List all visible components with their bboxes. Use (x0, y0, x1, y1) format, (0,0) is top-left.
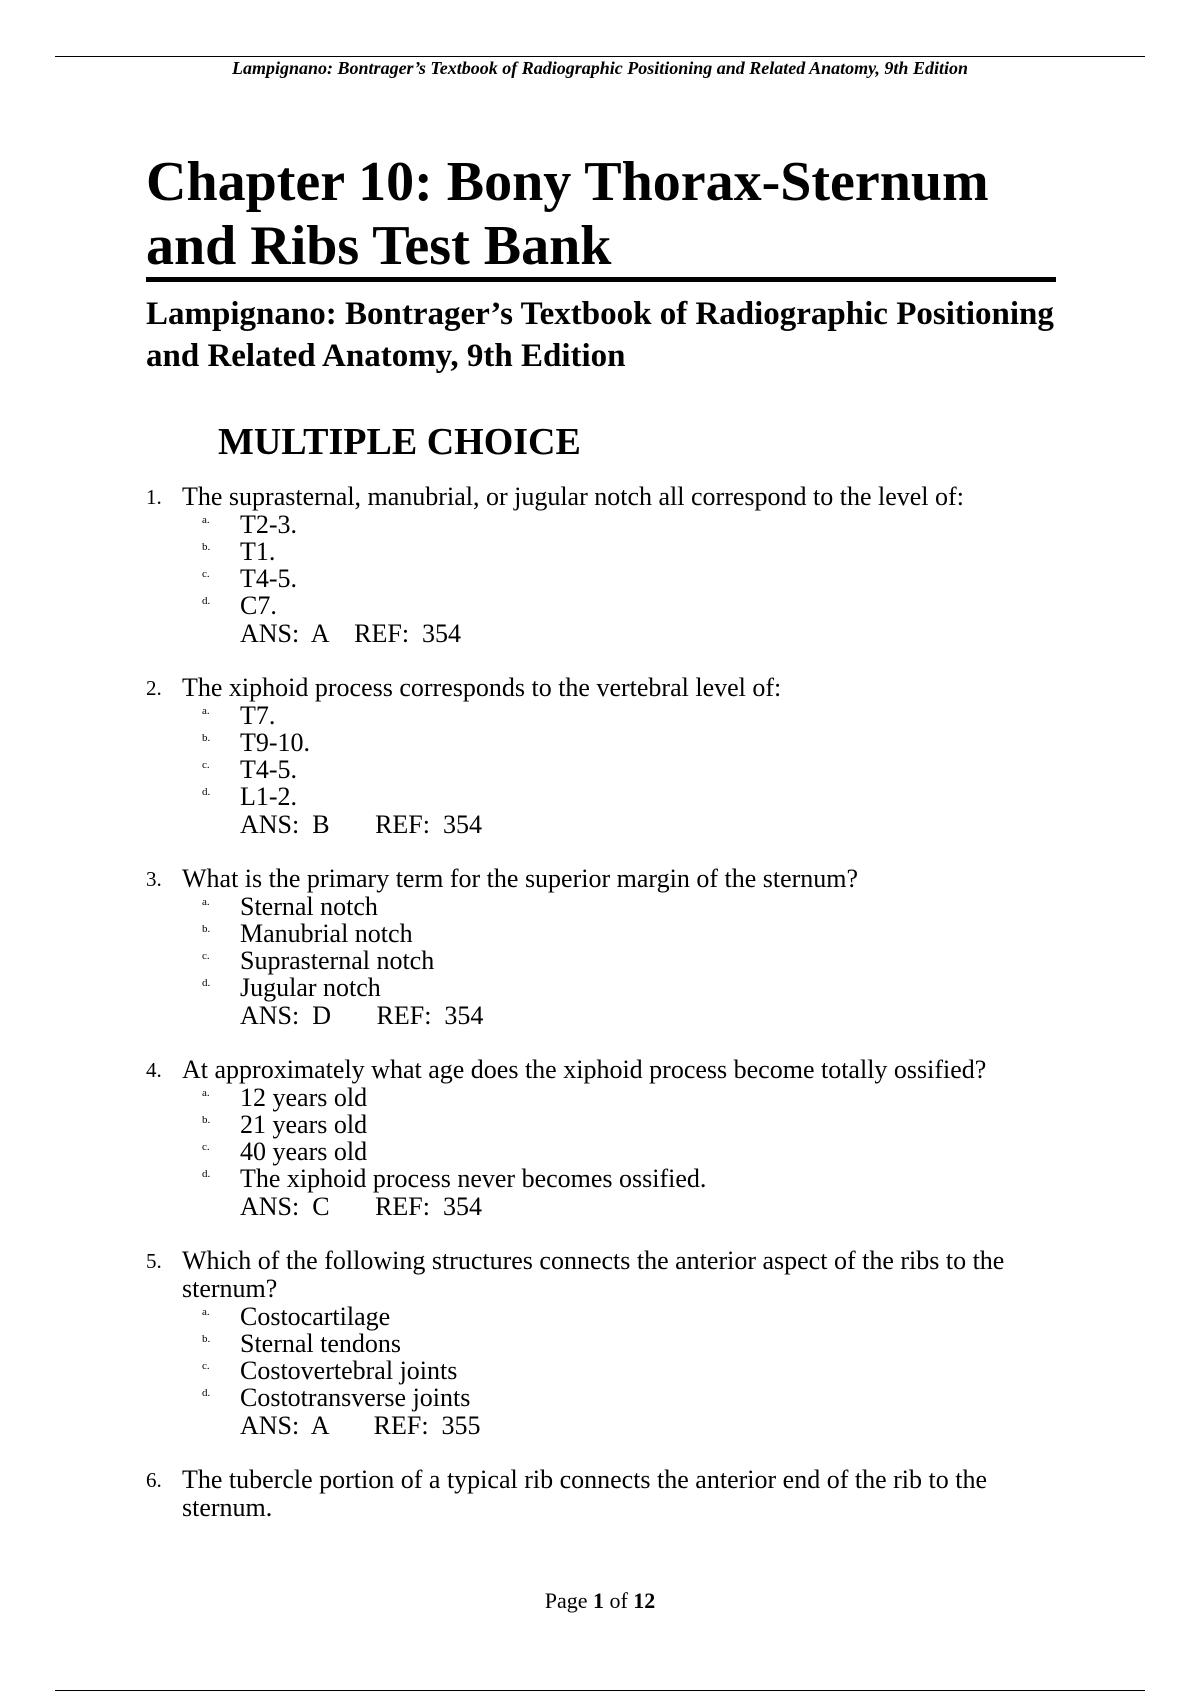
page-footer (0, 1588, 1200, 1614)
choice-a (202, 1302, 1076, 1331)
choice-text: Manubrial notch (240, 919, 413, 948)
answer-reference: ANS: D REF: 354 (240, 1001, 484, 1030)
choice-text: T4-5. (240, 564, 298, 593)
choice-list (202, 701, 1076, 811)
question-text: The suprasternal, manubrial, or jugular notch all correspond to the level of: (182, 482, 964, 511)
question-stem (146, 1056, 1076, 1084)
choice-c (202, 1356, 1076, 1385)
choice-letter: a. (202, 896, 210, 908)
choice-letter: b. (202, 923, 211, 935)
choice-text: Sternal notch (240, 892, 378, 921)
total-pages-number: 12 (633, 1588, 656, 1613)
answer-reference: ANS: B REF: 354 (240, 810, 482, 839)
choice-b (202, 1110, 1076, 1139)
page-word: Page (544, 1588, 588, 1613)
choice-b (202, 537, 1076, 566)
choice-list (202, 1302, 1076, 1412)
choice-list (202, 1083, 1076, 1193)
choice-text: L1-2. (240, 782, 298, 811)
current-page-number: 1 (592, 1588, 604, 1613)
question-5 (146, 1247, 1076, 1440)
choice-letter: c. (202, 950, 210, 962)
choice-d (202, 591, 1076, 620)
choice-text: Costocartilage (240, 1302, 391, 1331)
choice-text: C7. (240, 591, 277, 620)
question-stem (146, 483, 1076, 511)
choice-c (202, 946, 1076, 975)
bottom-rule (55, 1690, 1145, 1691)
answer-reference: ANS: A REF: 354 (240, 619, 462, 648)
question-text: At approximately what age does the xiphoid process become totally ossified? (182, 1055, 987, 1084)
question-stem (146, 1466, 1076, 1522)
choice-letter: c. (202, 1360, 210, 1372)
question-text: Which of the following structures connects the anterior aspect of the ribs to the sternum? (182, 1246, 1005, 1303)
choice-a (202, 1083, 1076, 1112)
question-list (146, 483, 1076, 1548)
choice-d (202, 782, 1076, 811)
choice-letter: d. (202, 595, 211, 607)
of-word: of (609, 1588, 628, 1613)
choice-letter: c. (202, 759, 210, 771)
choice-letter: d. (202, 786, 211, 798)
choice-a (202, 892, 1076, 921)
answer-reference: ANS: A REF: 355 (240, 1411, 481, 1440)
choice-text: 21 years old (240, 1110, 368, 1139)
choice-text: 40 years old (240, 1137, 368, 1166)
choice-a (202, 510, 1076, 539)
choice-text: T2-3. (240, 510, 298, 539)
choice-d (202, 973, 1076, 1002)
running-header: Lampignano: Bontrager’s Textbook of Radiographic Positioning and Related Anatomy, 9th Edition (232, 58, 968, 78)
choice-text: T9-10. (240, 728, 311, 757)
question-text: The xiphoid process corresponds to the vertebral level of: (182, 673, 782, 702)
question-number: 1. (146, 485, 162, 509)
choice-text: T1. (240, 537, 276, 566)
question-1 (146, 483, 1076, 648)
question-4 (146, 1056, 1076, 1221)
choice-letter: a. (202, 1306, 210, 1318)
question-stem (146, 1247, 1076, 1303)
choice-list (202, 510, 1076, 620)
choice-c (202, 564, 1076, 593)
choice-text: Costotransverse joints (240, 1383, 471, 1412)
choice-letter: d. (202, 1387, 211, 1399)
choice-d (202, 1164, 1076, 1193)
choice-letter: b. (202, 732, 211, 744)
choice-letter: b. (202, 1114, 211, 1126)
choice-text: T4-5. (240, 755, 298, 784)
choice-text: Costovertebral joints (240, 1356, 458, 1385)
question-text: The tubercle portion of a typical rib connects the anterior end of the rib to the sternum. (182, 1465, 987, 1522)
question-number: 5. (146, 1249, 162, 1273)
choice-letter: b. (202, 541, 211, 553)
choice-letter: c. (202, 568, 210, 580)
question-3 (146, 865, 1076, 1030)
section-heading: MULTIPLE CHOICE (218, 421, 581, 463)
book-subtitle: Lampignano: Bontrager’s Textbook of Radiographic Positioning and Related Anatomy, 9th Edition (146, 296, 1054, 374)
question-6 (146, 1466, 1076, 1522)
choice-text: 12 years old (240, 1083, 368, 1112)
choice-c (202, 755, 1076, 784)
choice-text: T7. (240, 701, 276, 730)
choice-letter: d. (202, 1168, 211, 1180)
question-text: What is the primary term for the superior margin of the sternum? (182, 864, 859, 893)
choice-letter: d. (202, 977, 211, 989)
choice-b (202, 919, 1076, 948)
choice-b (202, 728, 1076, 757)
choice-text: Sternal tendons (240, 1329, 402, 1358)
choice-a (202, 701, 1076, 730)
question-number: 6. (146, 1468, 162, 1492)
question-number: 4. (146, 1058, 162, 1082)
question-number: 3. (146, 867, 162, 891)
choice-letter: a. (202, 514, 210, 526)
choice-text: Jugular notch (240, 973, 381, 1002)
choice-letter: b. (202, 1333, 211, 1345)
question-number: 2. (146, 676, 162, 700)
choice-b (202, 1329, 1076, 1358)
choice-letter: a. (202, 1087, 210, 1099)
choice-letter: a. (202, 705, 210, 717)
choice-d (202, 1383, 1076, 1412)
question-2 (146, 674, 1076, 839)
chapter-title: Chapter 10: Bony Thorax-Sternum and Ribs Test Bank (146, 151, 989, 277)
question-stem (146, 865, 1076, 893)
choice-letter: c. (202, 1141, 210, 1153)
choice-text: The xiphoid process never becomes ossified. (240, 1164, 707, 1193)
choice-text: Suprasternal notch (240, 946, 435, 975)
question-stem (146, 674, 1076, 702)
choice-c (202, 1137, 1076, 1166)
choice-list (202, 892, 1076, 1002)
title-rule (146, 277, 1056, 282)
answer-reference: ANS: C REF: 354 (240, 1192, 482, 1221)
